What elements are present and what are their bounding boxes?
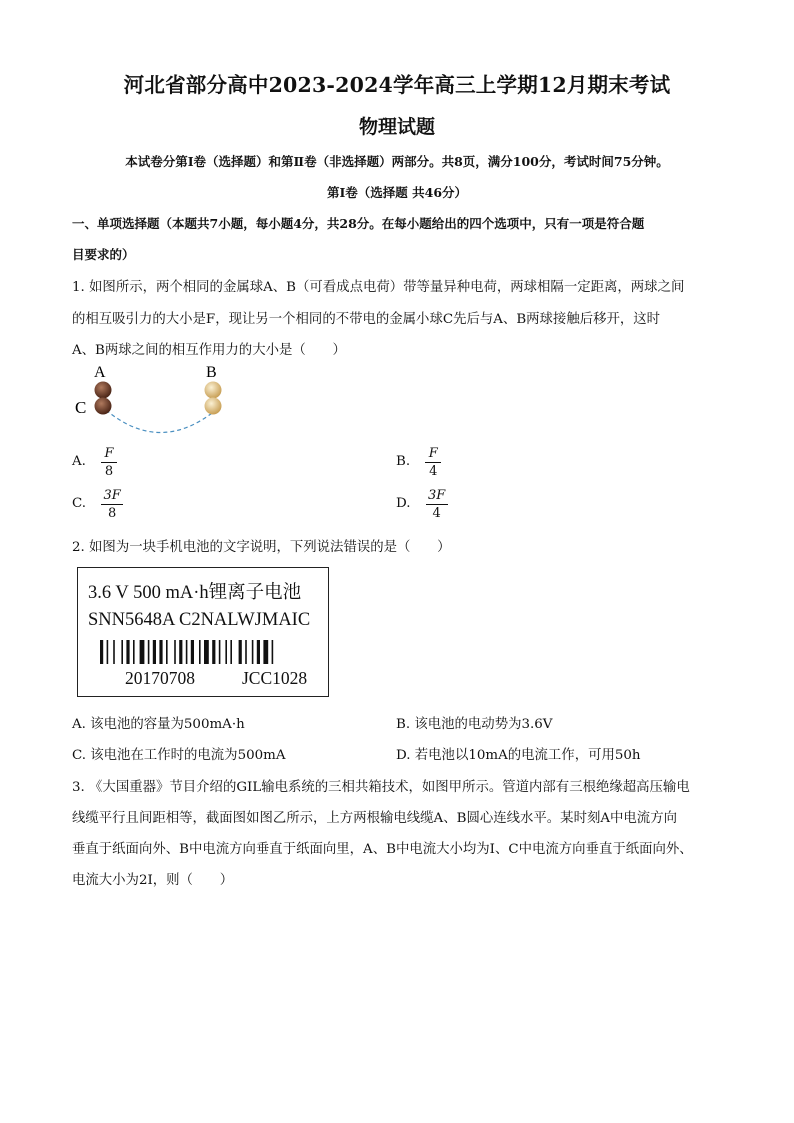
fraction: [101, 488, 123, 521]
barcode-stripe: [121, 640, 123, 664]
battery-date-code: 20170708: [125, 668, 195, 688]
denominator: 8: [104, 464, 114, 479]
option-letter: D.: [396, 496, 411, 511]
q2-option-b[interactable]: B. 该电池的电动势为3.6V: [396, 717, 553, 732]
exam-title: 河北省部分高中2023-2024学年高三上学期12月期末考试: [123, 73, 671, 97]
barcode-stripe: [272, 640, 274, 664]
q3-stem-line1: 3. 《大国重器》节目介绍的GIL输电系统的三相共箱技术，如图甲所示。管道内部有三根绝缘超高压输电: [72, 780, 690, 795]
sphere-b: [205, 382, 222, 399]
numerator: 3F: [427, 488, 446, 503]
q1-option-d[interactable]: [396, 488, 448, 521]
q3-stem-line3: 垂直于纸面向外、B中电流方向垂直于纸面向里，A、B中电流大小均为I、C中电流方向垂直于纸面向外、: [72, 842, 693, 857]
q2-stem: 2. 如图为一块手机电池的文字说明，下列说法错误的是（ ）: [72, 540, 451, 555]
fraction-bar: [426, 504, 448, 505]
barcode-stripe: [179, 640, 182, 664]
barcode-stripe: [113, 640, 115, 664]
dashed-path: [106, 410, 216, 433]
part-heading-line2: 目要求的）: [72, 247, 135, 262]
fraction: [425, 446, 441, 479]
q1-option-b[interactable]: [396, 446, 441, 479]
barcode-stripe: [257, 640, 260, 664]
barcode-stripe: [153, 640, 156, 664]
barcode-stripe: [140, 640, 145, 664]
q1-option-c[interactable]: [72, 488, 123, 521]
exam-intro: 本试卷分第Ⅰ卷（选择题）和第Ⅱ卷（非选择题）两部分。共8页，满分100分，考试时间75分钟。: [125, 154, 669, 169]
barcode-stripe: [166, 640, 168, 664]
q2-option-d[interactable]: D. 若电池以10mA的电流工作，可用50h: [396, 748, 641, 763]
barcode-stripe: [133, 640, 135, 664]
label-c: C: [75, 398, 87, 417]
denominator: 4: [429, 464, 438, 479]
barcode-stripe: [186, 640, 188, 664]
q1-option-a[interactable]: [72, 446, 117, 479]
denominator: 4: [432, 506, 441, 521]
barcode-stripe: [199, 640, 201, 664]
barcode-stripe: [191, 640, 194, 664]
battery-label: [77, 567, 329, 697]
barcode-stripe: [225, 640, 227, 664]
q3-stem-line4: 电流大小为2I，则（ ）: [72, 873, 234, 888]
fraction-bar: [425, 462, 441, 463]
numerator: 3F: [103, 488, 121, 503]
battery-batch-code: JCC1028: [242, 668, 308, 688]
label-b: B: [206, 364, 217, 381]
barcode-stripe: [212, 640, 215, 664]
battery-serial-line: SNN5648A C2NALWJMAIC: [88, 610, 311, 630]
fraction-bar: [101, 504, 123, 505]
barcode: [100, 640, 276, 664]
barcode-stripe: [148, 640, 150, 664]
q3-stem-line2: 线缆平行且间距相等，截面图如图乙所示，上方两根输电线缆A、B圆心连线水平。某时刻A中电流方向: [72, 811, 677, 826]
barcode-stripe: [100, 640, 103, 664]
barcode-stripe: [126, 640, 129, 664]
sphere-c: [95, 398, 112, 415]
q1-spheres-figure: [70, 360, 240, 445]
barcode-stripe: [230, 640, 232, 664]
part-heading-line1: 一、单项选择题（本题共7小题，每小题4分，共28分。在每小题给出的四个选项中，只有一项是符合题: [72, 216, 645, 231]
battery-spec-line: 3.6 V 500 mA·h锂离子电池: [88, 583, 302, 603]
barcode-stripe: [219, 640, 221, 664]
barcode-stripe: [263, 640, 268, 664]
barcode-stripe: [107, 640, 109, 664]
label-a: A: [94, 364, 106, 381]
option-letter: B.: [396, 454, 411, 469]
q2-option-c[interactable]: C. 该电池在工作时的电流为500mA: [72, 748, 286, 763]
q1-stem-line3: A、B两球之间的相互作用力的大小是（ ）: [72, 343, 346, 358]
numerator: F: [428, 446, 438, 461]
numerator: F: [104, 446, 114, 461]
section-title: 第Ⅰ卷（选择题 共46分）: [326, 185, 468, 200]
option-letter: C.: [72, 496, 87, 511]
denominator: 8: [107, 506, 117, 521]
barcode-stripe: [239, 640, 242, 664]
sphere-a: [95, 382, 112, 399]
barcode-stripe: [204, 640, 209, 664]
paper-subtitle: 物理试题: [358, 116, 435, 138]
sphere-b-lower: [205, 398, 222, 415]
fraction-bar: [101, 462, 117, 463]
barcode-stripe: [174, 640, 176, 664]
barcode-stripe: [252, 640, 254, 664]
barcode-stripe: [245, 640, 247, 664]
q1-stem-line1: 1. 如图所示，两个相同的金属球A、B（可看成点电荷）带等量异种电荷，两球相隔一定距离，两球之间: [72, 280, 685, 295]
q1-stem-line2: 的相互吸引力的大小是F，现让另一个相同的不带电的金属小球C先后与A、B两球接触后移开，这时: [72, 312, 661, 327]
fraction: [101, 446, 117, 479]
option-letter: A.: [72, 454, 86, 469]
barcode-stripe: [159, 640, 162, 664]
q2-option-a[interactable]: A. 该电池的容量为500mA·h: [72, 717, 245, 732]
fraction: [426, 488, 448, 521]
